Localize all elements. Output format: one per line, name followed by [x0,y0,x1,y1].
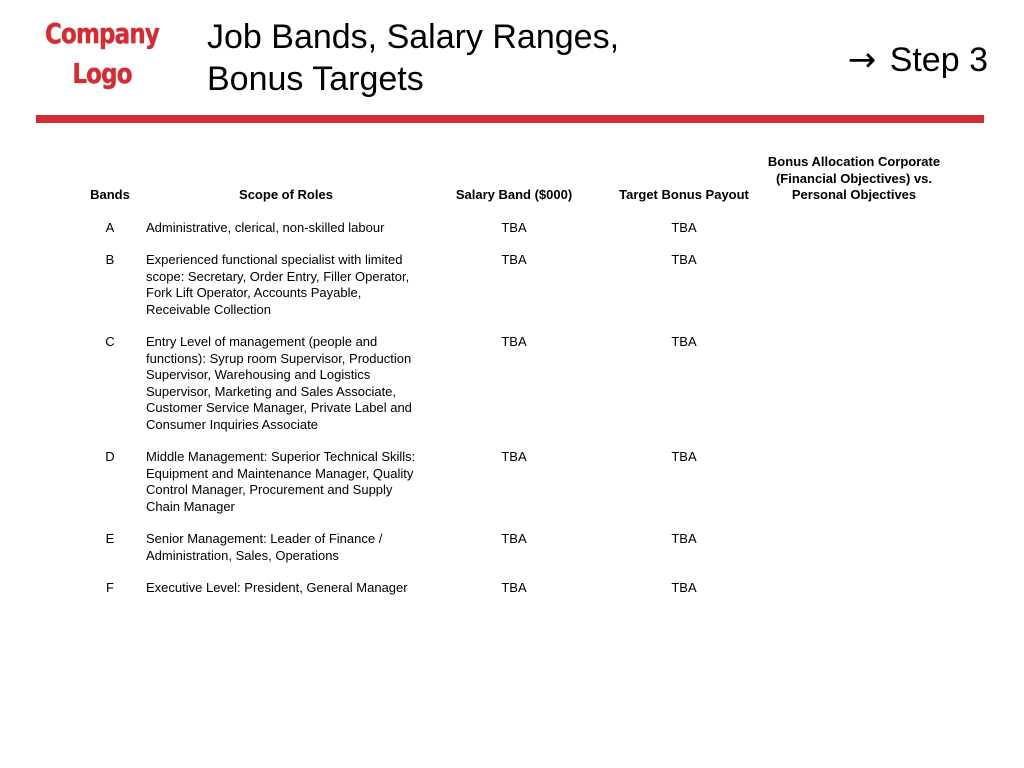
arrow-right-icon: → [847,40,877,80]
table-row [76,449,942,531]
scope-cell [144,449,426,531]
column-header-allocation: Bonus Allocation Corporate (Financial Objectives) vs. Personal Objectives [767,154,941,202]
bonus-cell: TBA [671,334,697,349]
slide-title-line-2: Bonus Targets [207,60,424,98]
scope-text: Experienced functional specialist with limited scope: Secretary, Order Entry, Filler Operator, Fork Lift Operator, Accounts Payable, Receivable Collection [146,252,410,317]
allocation-cell [766,220,942,253]
band-cell: B [105,252,115,267]
scope-cell [144,252,426,334]
scope-text: Entry Level of management (people and functions): Syrup room Supervisor, Production Supervisor, Warehousing and Logistics Supervisor, Marketing and Sales Associate, Customer Service Manager, Private Label and Consumer Inquiries Associate [146,334,412,432]
scope-cell [144,220,426,253]
table-row [76,220,942,253]
company-logo [45,14,160,94]
scope-cell [144,531,426,580]
scope-text: Administrative, clerical, non-skilled labour [146,219,385,235]
scope-text: Senior Management: Leader of Finance / Administration, Sales, Operations [146,531,383,563]
allocation-cell [766,531,942,580]
scope-text: Middle Management: Superior Technical Skills: Equipment and Maintenance Manager, Quality Control Manager, Procurement and Supply Chain Manager [146,449,416,514]
scope-text: Executive Level: President, General Manager [146,580,408,595]
salary-cell: TBA [501,334,527,349]
table-row [76,252,942,334]
salary-cell: TBA [501,252,527,267]
salary-cell: TBA [501,219,527,235]
band-cell: F [106,580,114,595]
scope-cell [144,580,426,613]
header-divider [36,115,984,123]
band-cell: E [105,531,115,546]
table-row [76,334,942,449]
allocation-cell [766,252,942,334]
slide-title [207,16,687,100]
scope-cell [144,334,426,449]
allocation-cell [766,449,942,531]
column-header-salary: Salary Band ($000) [455,187,573,202]
logo-line-2: Logo [72,57,132,90]
column-header-scope: Scope of Roles [239,187,333,202]
step-indicator [848,40,988,80]
salary-cell: TBA [501,531,527,546]
table-header-row [76,150,942,220]
bonus-cell: TBA [671,449,697,464]
table-row [76,531,942,580]
band-cell: D [105,449,115,464]
job-bands-table [76,150,942,613]
allocation-cell [766,580,942,613]
salary-cell: TBA [501,449,527,464]
bonus-cell: TBA [671,252,697,267]
salary-cell: TBA [501,580,527,595]
table-row [76,580,942,613]
column-header-bands: Bands [90,187,130,202]
step-label: Step 3 [889,41,988,79]
logo-line-1: Company [44,17,160,50]
band-cell: A [105,219,115,235]
column-header-bonus: Target Bonus Payout [619,187,749,202]
slide-title-line-1: Job Bands, Salary Ranges, [207,18,620,56]
band-cell: C [105,334,115,349]
allocation-cell [766,334,942,449]
bonus-cell: TBA [671,531,697,546]
bonus-cell: TBA [671,580,697,595]
bonus-cell: TBA [671,219,697,235]
